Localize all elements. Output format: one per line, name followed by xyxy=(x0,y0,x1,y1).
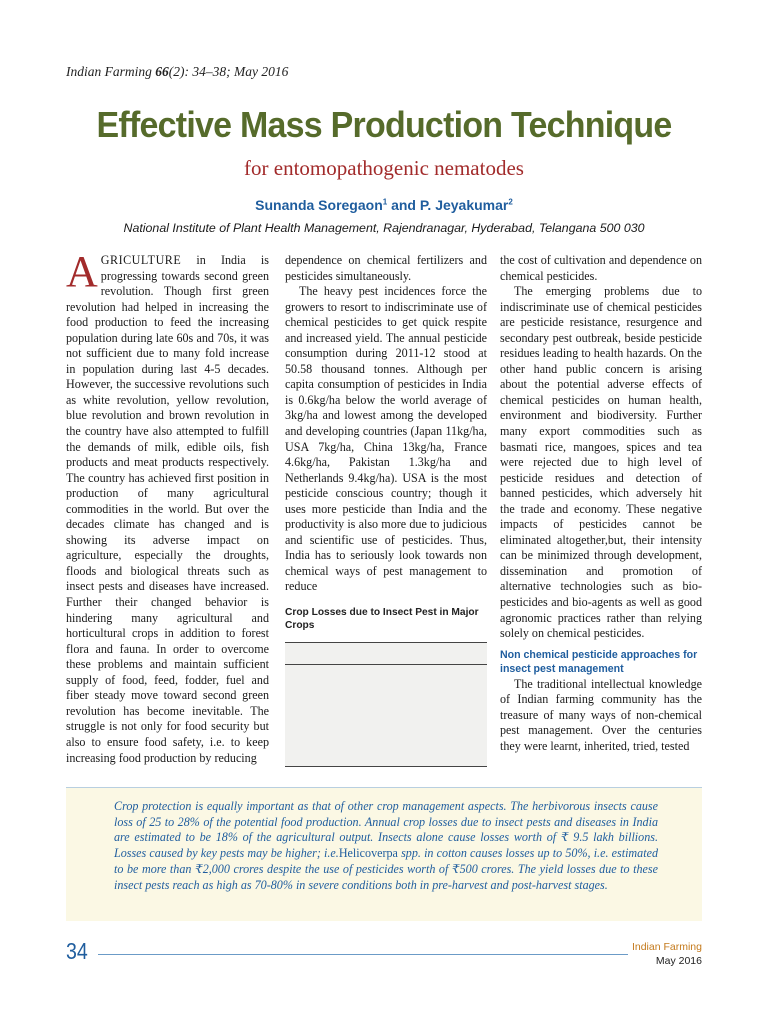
lead-word: GRICULTURE xyxy=(100,253,182,267)
body-paragraph: The emerging problems due to indiscriminate use of chemical pesticides are pesticide resistance, resurgence and secondary pest outbreak, beside pesticide residues leading to health hazards. On the other hand public concern is arising about the potential adverse effects of chemical pesticides on human health, environment and biodiversity. Further many export commodities such as basmati rice, mangoes, spices and tea were rejected due to high level of pesticide residues and detection of banned pesticides, which adversely hit the trade and economy. These negative impacts of pesticides cannot be eliminated altogether,but, their intensity can be minimized through development, dissemination and promotion of alternative technologies such as bio-pesticides and bio-agents as well as good agronomic practices rather than relying solely on chemical pesticides. xyxy=(500,284,702,641)
journal-name: Indian Farming xyxy=(66,64,152,79)
body-paragraph: the cost of cultivation and dependence on chemical pesticides. xyxy=(500,253,702,283)
table-caption: Crop Losses due to Insect Pest in Major Crops xyxy=(285,607,479,631)
footer-journal-name: Indian Farming xyxy=(631,941,702,953)
body-paragraph: dependence on chemical fertilizers and pesticides simultaneously. xyxy=(285,253,487,283)
genus-name: Helicoverpa xyxy=(338,846,398,861)
footer-rule xyxy=(98,954,628,955)
highlight-text xyxy=(114,799,658,893)
article-subtitle: for entomopathogenic nematodes xyxy=(244,156,524,180)
paragraph-text: in India is progressing towards second green revolution. Though first green revolution had helped in increasing the food production to feed the increasing population during late 60s and 70s, it was not sufficient due to many fold increase in population during last 4-5 decades. However, the successive revolutions such as white revolution, yellow revolution, blue revolution and brown revolution in the country have also attempted to fulfill the demands of milk, edible oils, fish products and meat products respectively. The country has achieved first position in production of many agricultural commodities in the world. But over the decades climate has changed and is showing its adverse impact on agriculture, especially the droughts, floods and biological threats such as insect pests and diseases have increased. Further their changed behavior is hindering many agricultural and horticultural crops in addition to forest flora and fauna. In order to overcome these problems and maintain sufficient supply of food, feed, fodder, fuel and fiber steady move toward second green revolution has become inevitable. The struggle is not only for food security but also to ensure food safety, i.e. to keep increasing food production by reducing xyxy=(66,253,269,765)
highlight-box xyxy=(66,787,702,921)
author-name: P. Jeyakumar xyxy=(419,197,509,213)
author-affiliation: National Institute of Plant Health Management, Rajendranagar, Hyderabad, Telangana 500 030 xyxy=(123,221,645,235)
body-column-2 xyxy=(285,253,487,767)
table-bottom-rule xyxy=(285,766,487,767)
crop-loss-table xyxy=(285,642,487,767)
author-name: Sunanda Soregaon xyxy=(255,197,383,213)
body-column-1 xyxy=(66,247,269,766)
body-paragraph xyxy=(66,247,269,766)
drop-cap: A xyxy=(66,247,98,296)
author-affiliation-mark: 1 xyxy=(382,197,388,207)
table-header-rule xyxy=(285,664,487,665)
journal-citation xyxy=(66,64,288,80)
journal-issue-pages: (2): 34–38; May 2016 xyxy=(168,64,289,79)
article-title: Effective Mass Production Technique xyxy=(96,104,672,145)
author-list xyxy=(0,197,768,213)
author-joiner: and xyxy=(387,197,420,213)
section-heading: Non chemical pesticide approaches for insect pest management xyxy=(500,648,698,675)
footer-date: May 2016 xyxy=(655,955,702,967)
body-paragraph: The traditional intellectual knowledge of Indian farming community has the treasure of many ways of non-chemical pest management. Over the centuries they were learnt, inherited, tried, tested xyxy=(500,676,702,753)
highlight-text-part: spp. in cotton causes losses up to 50%, i.e. estimated to be more than ₹2,000 crores despite the use of pesticides worth of ₹500 crores. The yield losses due to these insect pests reach as high as 70-80% in severe conditions both in pre-harvest and post-harvest stages. xyxy=(114,846,658,892)
body-column-3 xyxy=(500,253,702,754)
highlight-text-part: Crop protection is equally important as that of other crop management aspects. The herbivorous insects cause loss of 25 to 28% of the potential food production. Annual crop losses due to insect pests and diseases in India are estimated to be 18% of the agricultural output. Insects alone cause losses worth of ₹ 9.5 lakh billions. Losses caused by key pests may be higher; i.e. xyxy=(114,799,658,861)
body-paragraph: The heavy pest incidences force the growers to resort to indiscriminate use of chemical pesticides to get quick respite and increased yield. The annual pesticide consumption during 2011-12 stood at 50.58 thousand tonnes. Although per capita consumption of pesticides in India is 0.6kg/ha below the world average of 3kg/ha and lowest among the developed and developing countries (Japan 11kg/ha, USA 7kg/ha, China 13kg/ha, France 4.6kg/ha, Pakistan 1.3kg/ha and Netherlands 9.4kg/ha). USA is the most pesticide conscious country; though it uses more pesticide than India and the productivity is also more due to judicious and scientific use of pesticides. Thus, India has to seriously look towards non chemical ways of pest management to reduce xyxy=(285,284,487,594)
page-number: 34 xyxy=(66,938,88,964)
journal-volume: 66 xyxy=(155,64,169,79)
author-affiliation-mark: 2 xyxy=(508,197,513,207)
